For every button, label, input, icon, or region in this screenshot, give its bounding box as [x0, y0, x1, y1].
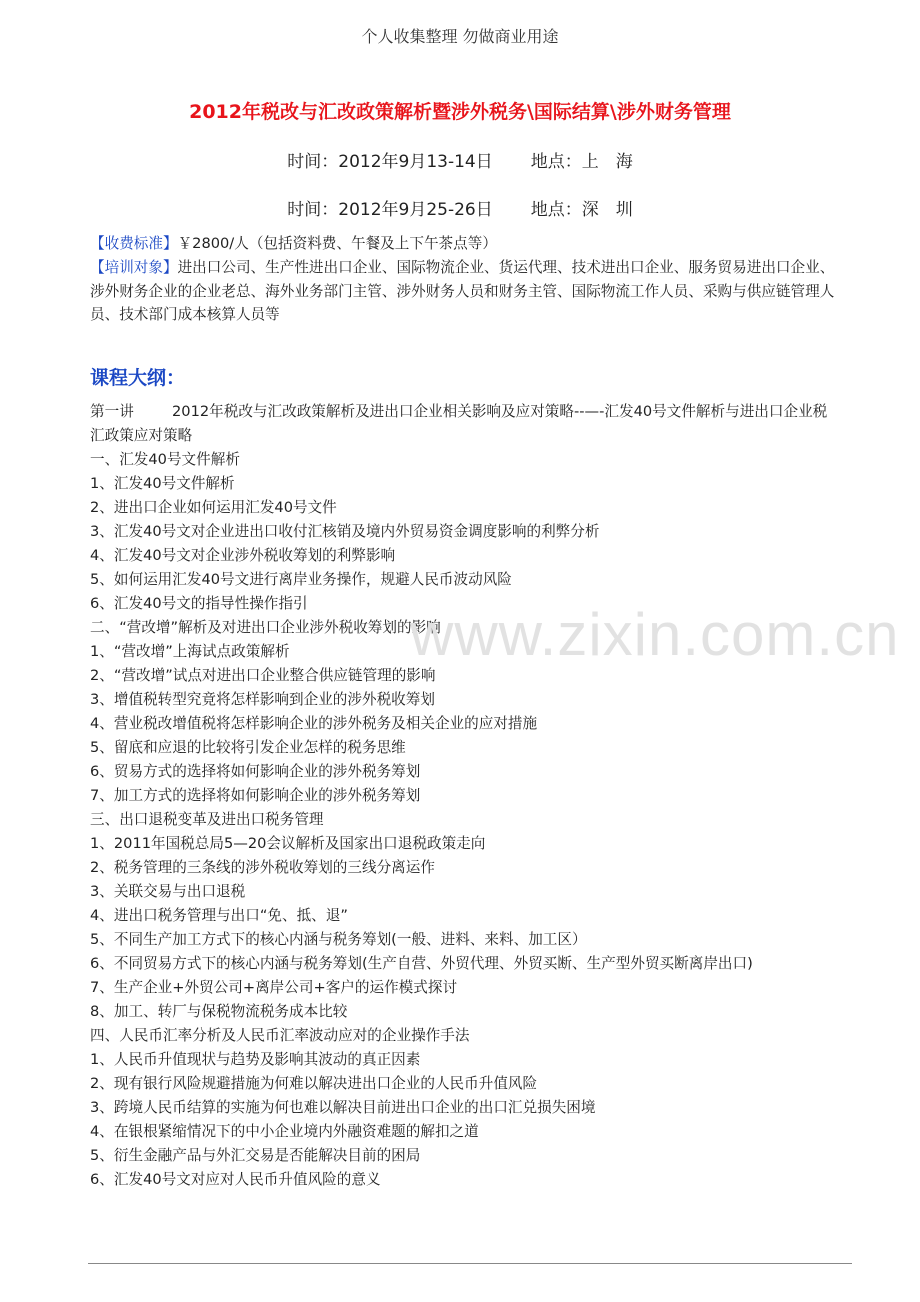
lecture-heading — [90, 400, 840, 448]
schedule-shanghai — [0, 147, 920, 172]
outline-line: 6、汇发40号文的指导性操作指引 — [90, 595, 308, 612]
outline-line: 7、加工方式的选择将如何影响企业的涉外税务筹划 — [90, 787, 421, 804]
schedule-time: 时间：2012年9月25-26日 — [287, 200, 493, 220]
watermark: www.zixin.com.cn — [410, 601, 900, 668]
outline-line: 2、现有银行风险规避措施为何难以解决进出口企业的人民币升值风险 — [90, 1075, 538, 1092]
outline-line: 2、进出口企业如何运用汇发40号文件 — [90, 499, 337, 516]
lecture-title: 2012年税改与汇改政策解析及进出口企业相关影响及应对策略--—-汇发40号文件解析与进出口企业税汇政策应对策略 — [90, 403, 828, 444]
outline-line: 一、汇发40号文件解析 — [90, 451, 240, 468]
outline-line: 3、跨境人民币结算的实施为何也难以解决目前进出口企业的出口汇兑损失困境 — [90, 1099, 596, 1116]
outline-line: 三、出口退税变革及进出口税务管理 — [90, 811, 324, 828]
outline-line: 四、人民币汇率分析及人民币汇率波动应对的企业操作手法 — [90, 1027, 470, 1044]
outline-line: 二、“营改增”解析及对进出口企业涉外税收筹划的影响 — [90, 619, 441, 636]
outline-line: 6、汇发40号文对应对人民币升值风险的意义 — [90, 1171, 381, 1188]
outline-line: 3、汇发40号文对企业进出口收付汇核销及境内外贸易资金调度影响的利弊分析 — [90, 523, 600, 540]
fee-standard — [90, 232, 840, 256]
outline-line: 4、进出口税务管理与出口“免、抵、退” — [90, 907, 348, 924]
outline-line: 3、关联交易与出口退税 — [90, 883, 246, 900]
outline-line: 6、贸易方式的选择将如何影响企业的涉外税务筹划 — [90, 763, 421, 780]
outline-line: 5、如何运用汇发40号文进行离岸业务操作，规避人民币波动风险 — [90, 571, 512, 588]
outline-line: 5、留底和应退的比较将引发企业怎样的税务思维 — [90, 739, 406, 756]
outline-line: 1、2011年国税总局5—20会议解析及国家出口退税政策走向 — [90, 835, 486, 852]
lecture-number: 第一讲 — [90, 403, 134, 420]
outline-line: 2、税务管理的三条线的涉外税收筹划的三线分离运作 — [90, 859, 435, 876]
outline-line: 7、生产企业+外贸公司+离岸公司+客户的运作模式探讨 — [90, 979, 458, 996]
training-target — [90, 256, 840, 327]
document-title: 2012年税改与汇改政策解析暨涉外税务\国际结算\涉外财务管理 — [189, 101, 731, 123]
target-tag: 【培训对象】 — [90, 259, 178, 276]
outline-line: 1、人民币升值现状与趋势及影响其波动的真正因素 — [90, 1051, 421, 1068]
outline-line: 3、增值税转型究竟将怎样影响到企业的涉外税收筹划 — [90, 691, 435, 708]
page-header-note: 个人收集整理 勿做商业用途 — [361, 27, 559, 46]
outline-line: 4、在银根紧缩情况下的中小企业境内外融资难题的解扣之道 — [90, 1123, 479, 1140]
course-outline — [90, 400, 840, 1192]
outline-line: 6、不同贸易方式下的核心内涵与税务筹划(生产自营、外贸代理、外贸买断、生产型外贸买断离岸出口) — [90, 955, 753, 972]
outline-line: 4、营业税改增值税将怎样影响企业的涉外税务及相关企业的应对措施 — [90, 715, 538, 732]
outline-line: 4、汇发40号文对企业涉外税收筹划的利弊影响 — [90, 547, 396, 564]
outline-heading: 课程大纲： — [90, 367, 186, 389]
schedule-place: 地点：深 圳 — [530, 200, 633, 220]
target-text: 进出口公司、生产性进出口企业、国际物流企业、货运代理、技术进出口企业、服务贸易进出口企业、涉外财务企业的企业老总、海外业务部门主管、涉外财务人员和财务主管、国际物流工作人员、采购与供应链管理人员、技术部门成本核算人员等 — [90, 259, 835, 323]
schedule-shenzhen — [0, 195, 920, 220]
outline-line: 1、汇发40号文件解析 — [90, 475, 235, 492]
schedule-place: 地点：上 海 — [530, 152, 633, 172]
fee-tag: 【收费标准】 — [90, 235, 178, 252]
outline-line: 2、“营改增”试点对进出口企业整合供应链管理的影响 — [90, 667, 436, 684]
footer-divider — [88, 1263, 852, 1264]
schedule-time: 时间：2012年9月13-14日 — [287, 152, 493, 172]
outline-line: 1、“营改增”上海试点政策解析 — [90, 643, 290, 660]
outline-line: 5、不同生产加工方式下的核心内涵与税务筹划(一般、进料、来料、加工区） — [90, 931, 587, 948]
outline-line: 5、衍生金融产品与外汇交易是否能解决目前的困局 — [90, 1147, 421, 1164]
outline-line: 8、加工、转厂与保税物流税务成本比较 — [90, 1003, 348, 1020]
fee-text: ￥2800/人（包括资料费、午餐及上下午茶点等） — [177, 235, 497, 252]
